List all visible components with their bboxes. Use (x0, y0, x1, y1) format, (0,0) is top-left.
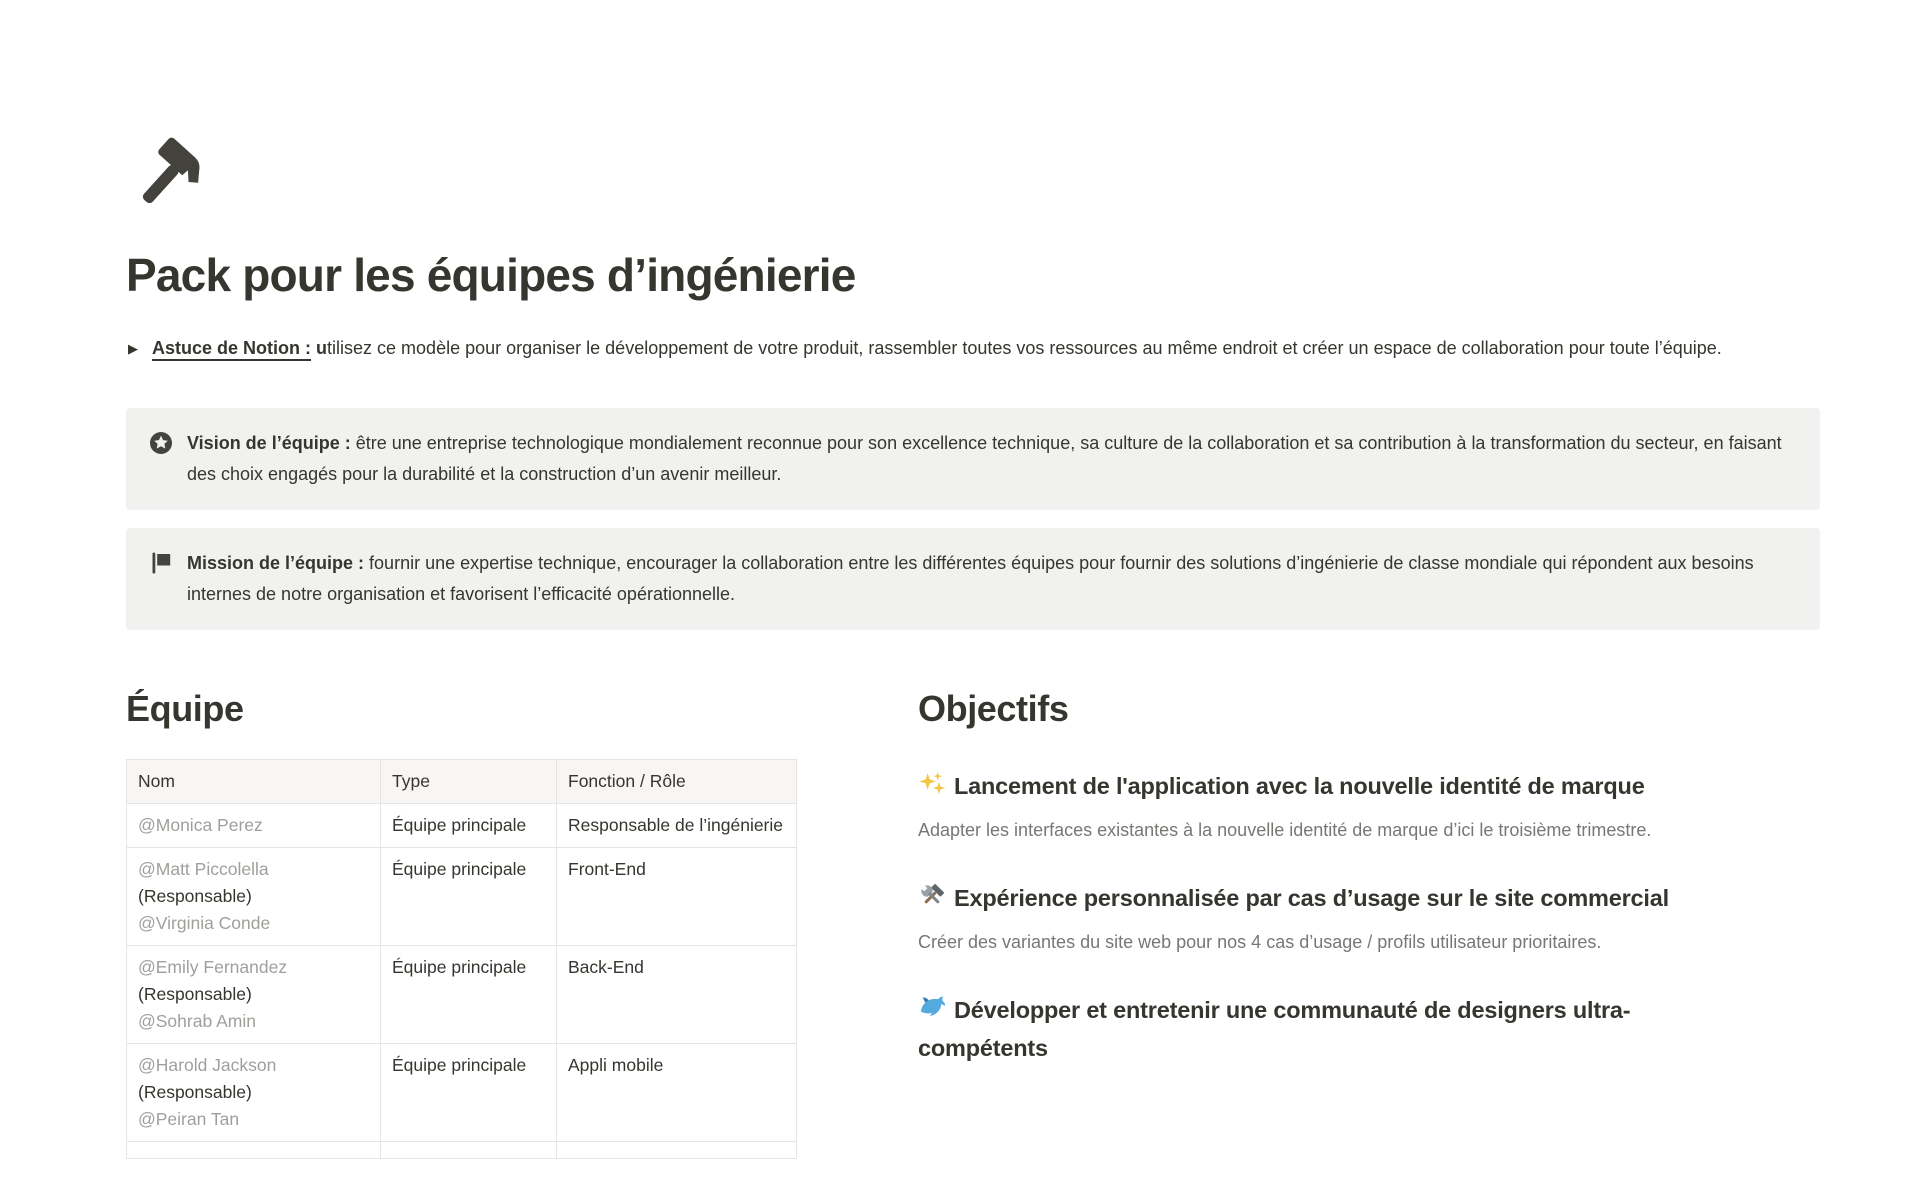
star-medal-icon (148, 430, 174, 456)
person-mention[interactable]: @Matt Piccolella (138, 858, 269, 879)
mission-text: Mission de l’équipe : fournir une expertise technique, encourager la collaboration entre les différentes équipes pour fournir des solutions d’ingénierie de classe mondiale qui répondent aux besoins internes de notre organisation et favorisent l’efficacité opérationnelle. (187, 553, 1754, 605)
objective-title: Développer et entretenir une communauté de designers ultra-compétents (918, 993, 1698, 1065)
person-mention[interactable]: @Harold Jackson (138, 1054, 277, 1075)
person-mention[interactable]: @Monica Perez (138, 814, 263, 835)
column-header-role: Fonction / Rôle (557, 759, 797, 803)
mission-label: Mission de l’équipe : (187, 553, 365, 574)
objectives-heading: Objectifs (918, 688, 1069, 730)
column-header-nom: Nom (127, 759, 381, 803)
table-row: @Matt Piccolella (Responsable) @Virginia Conde Équipe principale Front-End (127, 847, 797, 945)
objectives-column (918, 686, 1820, 1159)
tip-label: Astuce de Notion : (152, 338, 312, 359)
toggle-arrow-icon[interactable]: ▶ (128, 341, 138, 357)
vision-callout (126, 408, 1820, 510)
sparkles-icon (918, 770, 946, 807)
person-mention[interactable]: @Emily Fernandez (138, 956, 288, 977)
vision-text: Vision de l’équipe : être une entreprise technologique mondialement reconnue pour son excellence technique, sa culture de la collaboration et sa contribution à la transformation du secteur, en faisant des choix engagés pour la durabilité et la construction d’un avenir meilleur. (187, 433, 1782, 485)
notion-tip-toggle (126, 333, 1820, 364)
tip-text: Astuce de Notion : utilisez ce modèle pour organiser le développement de votre produit, rassembler toutes vos ressources au même endroit et créer un espace de collaboration pour toute l’équipe. (152, 338, 1722, 359)
page-title: Pack pour les équipes d’ingénierie (126, 249, 856, 301)
hammer-wrench-icon (918, 882, 946, 919)
objective-description: Créer des variantes du site web pour nos 4 cas d’usage / profils utilisateur prioritaires. (918, 931, 1602, 952)
team-column (126, 686, 918, 1159)
person-mention[interactable]: @Sohrab Amin (138, 1010, 256, 1031)
table-row (127, 1141, 797, 1158)
person-mention[interactable]: @Peiran Tan (138, 1108, 240, 1129)
person-mention[interactable]: @Virginia Conde (138, 912, 271, 933)
team-table (126, 759, 797, 1159)
dolphin-icon (918, 994, 946, 1031)
vision-label: Vision de l’équipe : (187, 433, 351, 454)
hammer-page-icon[interactable] (126, 134, 210, 218)
table-row: @Harold Jackson (Responsable) @Peiran Tan Équipe principale Appli mobile (127, 1043, 797, 1141)
team-heading: Équipe (126, 688, 244, 730)
table-row: @Emily Fernandez (Responsable) @Sohrab Amin Équipe principale Back-End (127, 945, 797, 1043)
objective-title: Expérience personnalisée par cas d’usage sur le site commercial (918, 881, 1698, 919)
table-row: @Monica Perez Équipe principale Responsable de l’ingénierie (127, 803, 797, 847)
two-column-section (126, 686, 1820, 1159)
mission-callout (126, 528, 1820, 630)
objective-description: Adapter les interfaces existantes à la nouvelle identité de marque d’ici le troisième trimestre. (918, 819, 1652, 840)
objective-title: Lancement de l'application avec la nouvelle identité de marque (918, 769, 1698, 807)
column-header-type: Type (381, 759, 557, 803)
table-header-row (127, 759, 797, 803)
flag-icon (148, 550, 174, 576)
